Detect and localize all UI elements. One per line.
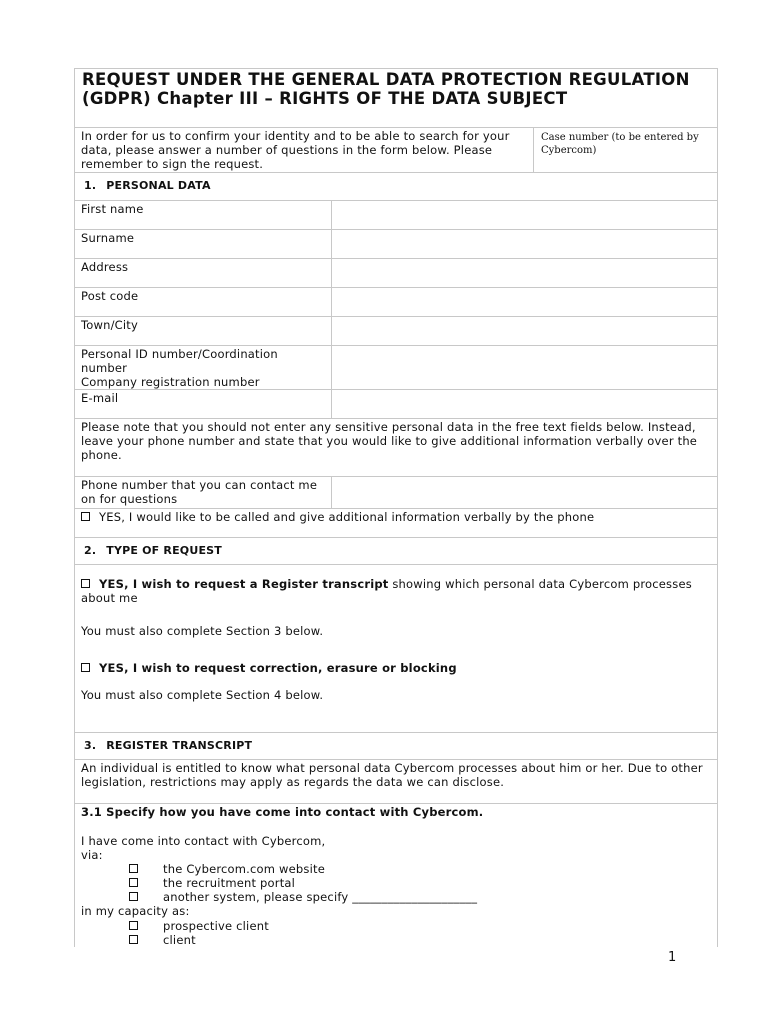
post-code-label: Post code bbox=[75, 288, 332, 316]
section-1-number: 1. bbox=[84, 179, 97, 192]
via-website-label: the Cybercom.com website bbox=[163, 862, 325, 876]
surname-label: Surname bbox=[75, 230, 332, 258]
surname-input[interactable] bbox=[332, 230, 717, 258]
section-1-heading bbox=[75, 173, 717, 200]
via-other-label: another system, please specify _____________________ bbox=[163, 890, 478, 904]
address-label: Address bbox=[75, 259, 332, 287]
field-row-surname bbox=[75, 230, 717, 259]
case-number-label: Case number (to be entered by Cybercom) bbox=[541, 132, 699, 156]
correction-bold-label: YES, I wish to request correction, erasure or blocking bbox=[99, 661, 457, 675]
post-code-input[interactable] bbox=[332, 288, 717, 316]
via-other-checkbox[interactable] bbox=[129, 892, 138, 901]
field-row-personal-id bbox=[75, 346, 717, 390]
title-row bbox=[75, 69, 717, 128]
phone-callback-option bbox=[75, 509, 717, 537]
sensitive-data-note-row bbox=[75, 419, 717, 477]
section-3-intro-row bbox=[75, 760, 717, 804]
section-2-title: TYPE OF REQUEST bbox=[106, 544, 223, 557]
intro-text: In order for us to confirm your identity and to be able to search for your data, please answer a number of questions in the form below. Please remember to sign the request. bbox=[75, 128, 534, 172]
email-label: E-mail bbox=[75, 390, 332, 418]
register-transcript-note: You must also complete Section 3 below. bbox=[81, 624, 324, 638]
section-3-title: REGISTER TRANSCRIPT bbox=[106, 739, 253, 752]
first-name-input[interactable] bbox=[332, 201, 717, 229]
section-1-heading-row bbox=[75, 173, 717, 201]
section-2-heading bbox=[75, 538, 717, 564]
capacity-client-checkbox[interactable] bbox=[129, 935, 138, 944]
section-1-title: PERSONAL DATA bbox=[106, 179, 211, 192]
via-recruitment-checkbox[interactable] bbox=[129, 878, 138, 887]
section-3-1-body bbox=[75, 804, 717, 947]
correction-option bbox=[81, 661, 457, 675]
section-2-body bbox=[75, 565, 717, 733]
capacity-client-label: client bbox=[163, 933, 196, 947]
section-3-heading bbox=[75, 733, 717, 759]
form-title: REQUEST UNDER THE GENERAL DATA PROTECTION REGULATION (GDPR) Chapter III – RIGHTS OF THE DATA SUBJECT bbox=[82, 70, 690, 108]
field-row-email bbox=[75, 390, 717, 419]
email-input[interactable] bbox=[332, 390, 717, 418]
via-option-recruitment bbox=[129, 876, 295, 890]
field-row-phone bbox=[75, 477, 717, 509]
address-input[interactable] bbox=[332, 259, 717, 287]
via-option-other bbox=[129, 890, 477, 904]
register-transcript-rest-label: showing which personal data Cybercom processes about me bbox=[81, 577, 692, 605]
via-option-website bbox=[129, 862, 325, 876]
section-2-number: 2. bbox=[84, 544, 97, 557]
phone-callback-row bbox=[75, 509, 717, 538]
phone-callback-checkbox[interactable] bbox=[81, 512, 90, 521]
section-2-heading-row bbox=[75, 538, 717, 565]
capacity-prospective-label: prospective client bbox=[163, 919, 269, 933]
intro-row bbox=[75, 128, 717, 173]
correction-checkbox[interactable] bbox=[81, 663, 90, 672]
section-3-number: 3. bbox=[84, 739, 97, 752]
personal-id-input[interactable] bbox=[332, 346, 717, 389]
first-name-label: First name bbox=[75, 201, 332, 229]
field-row-town-city bbox=[75, 317, 717, 346]
correction-note: You must also complete Section 4 below. bbox=[81, 688, 324, 702]
field-row-address bbox=[75, 259, 717, 288]
section-3-heading-row bbox=[75, 733, 717, 760]
section-3-intro: An individual is entitled to know what personal data Cybercom processes about him or her. Due to other legislation, restrictions may apply as regards the data we can disclose. bbox=[81, 761, 703, 789]
page-number: 1 bbox=[668, 950, 677, 965]
personal-id-label: Personal ID number/Coordination number Company registration number bbox=[75, 346, 332, 389]
capacity-prospective-checkbox[interactable] bbox=[129, 921, 138, 930]
register-transcript-bold-label: YES, I wish to request a Register transcript bbox=[99, 577, 389, 591]
sensitive-data-note: Please note that you should not enter any sensitive personal data in the free text fields below. Instead, leave your phone number and state that you would like to give additional information verbally over the phone. bbox=[81, 420, 698, 462]
field-row-post-code bbox=[75, 288, 717, 317]
gdpr-request-form bbox=[74, 68, 718, 947]
section-3-1-heading: 3.1 Specify how you have come into contact with Cybercom. bbox=[81, 805, 484, 819]
town-city-input[interactable] bbox=[332, 317, 717, 345]
register-transcript-option bbox=[81, 577, 705, 605]
via-recruitment-label: the recruitment portal bbox=[163, 876, 296, 890]
phone-label: Phone number that you can contact me on for questions bbox=[75, 477, 332, 508]
via-website-checkbox[interactable] bbox=[129, 864, 138, 873]
capacity-text: in my capacity as: bbox=[81, 904, 190, 918]
phone-input[interactable] bbox=[332, 477, 717, 508]
contact-via-text: I have come into contact with Cybercom, via: bbox=[81, 834, 326, 862]
capacity-option-client bbox=[129, 933, 196, 947]
phone-callback-label: YES, I would like to be called and give additional information verbally by the phone bbox=[99, 510, 595, 524]
field-row-first-name bbox=[75, 201, 717, 230]
capacity-option-prospective bbox=[129, 919, 269, 933]
town-city-label: Town/City bbox=[75, 317, 332, 345]
register-transcript-checkbox[interactable] bbox=[81, 579, 90, 588]
